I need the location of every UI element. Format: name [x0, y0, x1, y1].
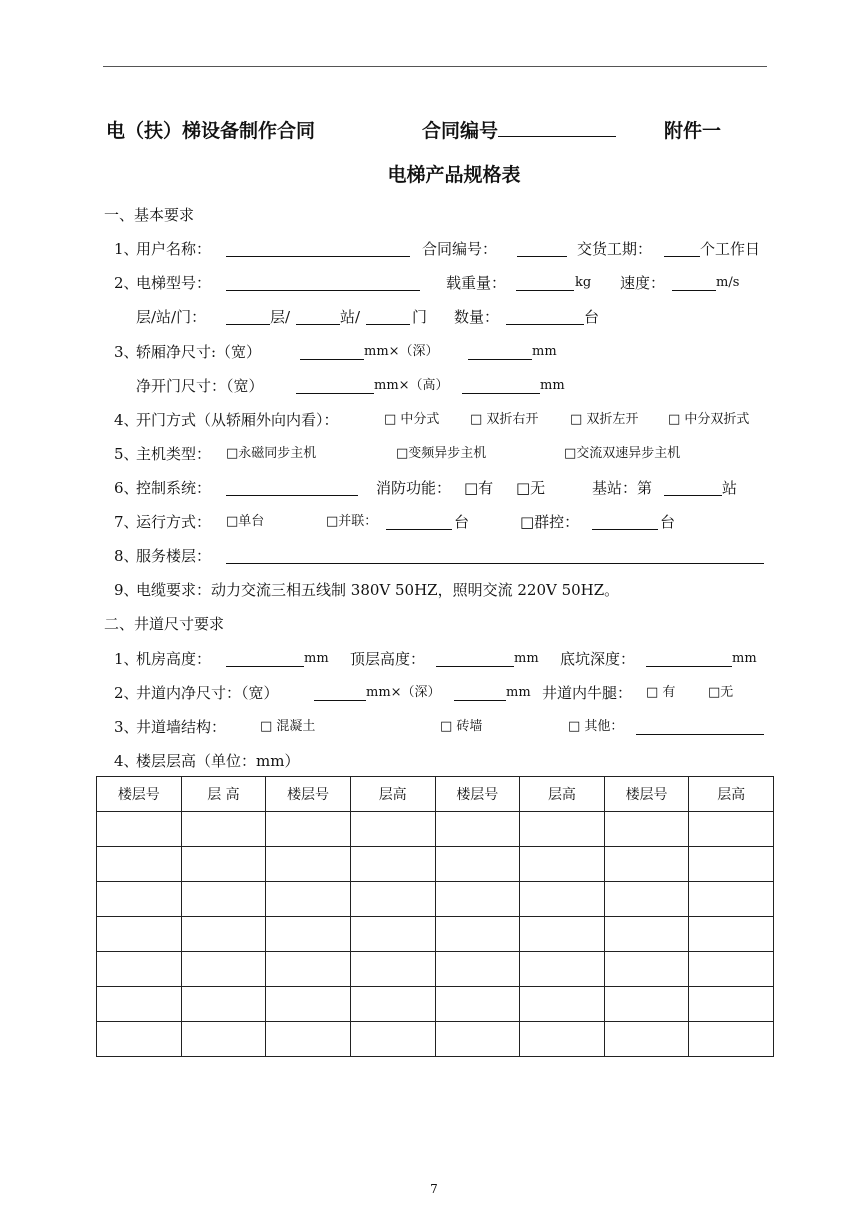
column-header: 层高: [520, 777, 605, 812]
table-row: [97, 812, 774, 847]
beam-yes-checkbox[interactable]: □ 有: [646, 685, 676, 700]
doors-blank[interactable]: [366, 324, 410, 325]
table-cell[interactable]: [97, 812, 182, 847]
table-cell[interactable]: [435, 987, 520, 1022]
contract-no-blank[interactable]: [517, 256, 567, 257]
table-cell[interactable]: [604, 812, 689, 847]
machine-option-ac[interactable]: □交流双速异步主机: [564, 446, 681, 461]
page-title: 电梯产品规格表: [387, 164, 521, 186]
table-cell[interactable]: [97, 917, 182, 952]
table-cell[interactable]: [266, 847, 351, 882]
table-cell[interactable]: [435, 917, 520, 952]
door-width-blank[interactable]: [296, 393, 374, 394]
title-row: [106, 116, 766, 142]
table-cell[interactable]: [350, 882, 435, 917]
door-option-center-double[interactable]: □ 中分双折式: [668, 412, 750, 427]
table-row: [97, 917, 774, 952]
table-cell[interactable]: [520, 847, 605, 882]
door-option-right[interactable]: □ 双折右开: [470, 412, 539, 427]
row-service-floors: 8、 服务楼层：: [114, 545, 774, 567]
row-door-type: 4、 开门方式（从轿厢外向内看）： □ 中分式 □ 双折右开 □ 双折左开 □ 中分双折式: [114, 411, 750, 429]
operation-single[interactable]: □单台: [226, 514, 265, 529]
table-cell[interactable]: [689, 812, 774, 847]
table-row: [97, 1022, 774, 1057]
table-row: [97, 987, 774, 1022]
load-blank[interactable]: [516, 290, 574, 291]
table-cell[interactable]: [689, 917, 774, 952]
row-car-size: 3、 轿厢净尺寸:（宽） mm×（深） mm: [114, 343, 557, 361]
table-cell[interactable]: [435, 812, 520, 847]
column-header: 楼层号: [435, 777, 520, 812]
control-system-blank[interactable]: [226, 495, 358, 496]
door-option-center[interactable]: □ 中分式: [384, 412, 440, 427]
table-cell[interactable]: [604, 987, 689, 1022]
table-cell[interactable]: [266, 882, 351, 917]
beam-no-checkbox[interactable]: □无: [708, 685, 734, 700]
table-cell[interactable]: [435, 882, 520, 917]
machine-option-vf[interactable]: □变频异步主机: [396, 446, 487, 461]
contract-number-field[interactable]: [422, 116, 498, 143]
user-name-blank[interactable]: [226, 256, 410, 257]
table-cell[interactable]: [97, 987, 182, 1022]
table-row: [97, 952, 774, 987]
table-cell[interactable]: [689, 882, 774, 917]
group-blank[interactable]: [592, 529, 658, 530]
row-shaft-heights: 1、 机房高度： mm 顶层高度： mm 底坑深度： mm: [114, 650, 757, 668]
table-cell[interactable]: [181, 847, 266, 882]
header-rule: [103, 66, 767, 67]
row-cable: 9、 电缆要求：动力交流三相五线制 380V 50HZ，照明交流 220V 50HZ。: [114, 581, 620, 599]
table-cell[interactable]: [520, 952, 605, 987]
table-cell[interactable]: [689, 847, 774, 882]
table-cell[interactable]: [689, 952, 774, 987]
shaft-depth-blank[interactable]: [454, 700, 506, 701]
row-user: 1、 用户名称： 合同编号： 交货工期： 个工作日: [114, 240, 761, 258]
table-cell[interactable]: [520, 987, 605, 1022]
table-cell[interactable]: [350, 847, 435, 882]
door-height-blank[interactable]: [462, 393, 540, 394]
door-option-left[interactable]: □ 双折左开: [570, 412, 639, 427]
row-operation: 7、 运行方式： □单台 □并联： 台 □群控： 台: [114, 513, 676, 531]
table-cell[interactable]: [520, 882, 605, 917]
quantity-blank[interactable]: [506, 324, 584, 325]
parallel-blank[interactable]: [386, 529, 452, 530]
speed-blank[interactable]: [672, 290, 716, 291]
table-cell[interactable]: [604, 1022, 689, 1057]
model-blank[interactable]: [226, 290, 420, 291]
floors-blank[interactable]: [226, 324, 270, 325]
contract-number-blank[interactable]: [498, 116, 616, 137]
table-cell[interactable]: [266, 987, 351, 1022]
table-cell[interactable]: [520, 1022, 605, 1057]
column-header: 层高: [689, 777, 774, 812]
table-cell[interactable]: [435, 847, 520, 882]
fire-no-checkbox[interactable]: □无: [516, 479, 546, 497]
row-door-size: 净开门尺寸：（宽） mm×（高） mm: [136, 377, 565, 395]
machine-room-blank[interactable]: [226, 666, 304, 667]
table-cell[interactable]: [604, 847, 689, 882]
row-model: 2、 电梯型号： 载重量： kg 速度： m/s: [114, 274, 740, 292]
table-cell[interactable]: [266, 812, 351, 847]
table-cell[interactable]: [350, 987, 435, 1022]
table-cell[interactable]: [181, 882, 266, 917]
wall-option-brick[interactable]: □ 砖墙: [440, 719, 483, 734]
table-cell[interactable]: [97, 882, 182, 917]
fire-yes-checkbox[interactable]: □有: [464, 479, 494, 497]
shaft-width-blank[interactable]: [314, 700, 366, 701]
table-cell[interactable]: [435, 1022, 520, 1057]
table-cell[interactable]: [97, 1022, 182, 1057]
table-cell[interactable]: [266, 1022, 351, 1057]
table-cell[interactable]: [520, 812, 605, 847]
table-cell[interactable]: [520, 917, 605, 952]
contract-number-label: 合同编号: [422, 120, 499, 142]
table-cell[interactable]: [97, 847, 182, 882]
wall-option-concrete[interactable]: □ 混凝土: [260, 719, 316, 734]
table-cell[interactable]: [181, 1022, 266, 1057]
row-floor-heights: 4、 楼层层高（单位：mm）: [114, 752, 300, 770]
wall-other-blank[interactable]: [636, 734, 764, 735]
table-row: [97, 882, 774, 917]
wall-option-other[interactable]: □ 其他：: [568, 719, 624, 734]
table-cell[interactable]: [689, 1022, 774, 1057]
table-row: [97, 847, 774, 882]
column-header: 楼层号: [604, 777, 689, 812]
row-floors: 层/站/门： 层/ 站/ 门 数量： 台: [136, 308, 600, 326]
column-header: 楼层号: [97, 777, 182, 812]
table-cell[interactable]: [689, 987, 774, 1022]
delivery-blank[interactable]: [664, 256, 700, 257]
machine-option-pm[interactable]: □永磁同步主机: [226, 446, 317, 461]
operation-group[interactable]: □群控：: [520, 513, 580, 531]
contract-title: 电（扶）梯设备制作合同: [106, 120, 316, 142]
table-cell[interactable]: [604, 917, 689, 952]
stops-blank[interactable]: [296, 324, 340, 325]
column-header: 层 高: [181, 777, 266, 812]
pit-depth-blank[interactable]: [646, 666, 732, 667]
car-width-blank[interactable]: [300, 359, 364, 360]
operation-parallel[interactable]: □并联：: [326, 514, 378, 529]
page-number: 7: [430, 1182, 438, 1196]
table-cell[interactable]: [350, 812, 435, 847]
table-header-row: [97, 777, 774, 812]
service-floors-blank[interactable]: [226, 563, 764, 564]
table-cell[interactable]: [604, 882, 689, 917]
column-header: 楼层号: [266, 777, 351, 812]
table-cell[interactable]: [266, 952, 351, 987]
table-cell[interactable]: [435, 952, 520, 987]
table-cell[interactable]: [604, 952, 689, 987]
table-cell[interactable]: [181, 952, 266, 987]
table-cell[interactable]: [181, 812, 266, 847]
top-floor-blank[interactable]: [436, 666, 514, 667]
column-header: 层高: [350, 777, 435, 812]
table-cell[interactable]: [97, 952, 182, 987]
row-shaft-size: 2、 井道内净尺寸：（宽） mm×（深） mm 井道内牛腿： □ 有 □无: [114, 684, 734, 702]
table-cell[interactable]: [350, 1022, 435, 1057]
annex-label: 附件一: [664, 120, 722, 142]
table-cell[interactable]: [181, 987, 266, 1022]
floor-height-table: [96, 776, 774, 1057]
table-cell[interactable]: [266, 917, 351, 952]
table-cell[interactable]: [350, 917, 435, 952]
row-wall: 3、 井道墙结构： □ 混凝土 □ 砖墙 □ 其他：: [114, 716, 774, 738]
car-depth-blank[interactable]: [468, 359, 532, 360]
table-cell[interactable]: [181, 917, 266, 952]
base-station-blank[interactable]: [664, 495, 722, 496]
row-machine-type: 5、 主机类型： □永磁同步主机 □变频异步主机 □交流双速异步主机: [114, 445, 681, 463]
table-cell[interactable]: [350, 952, 435, 987]
row-control: 6、 控制系统： 消防功能： □有 □无 基站：第 站: [114, 479, 738, 497]
